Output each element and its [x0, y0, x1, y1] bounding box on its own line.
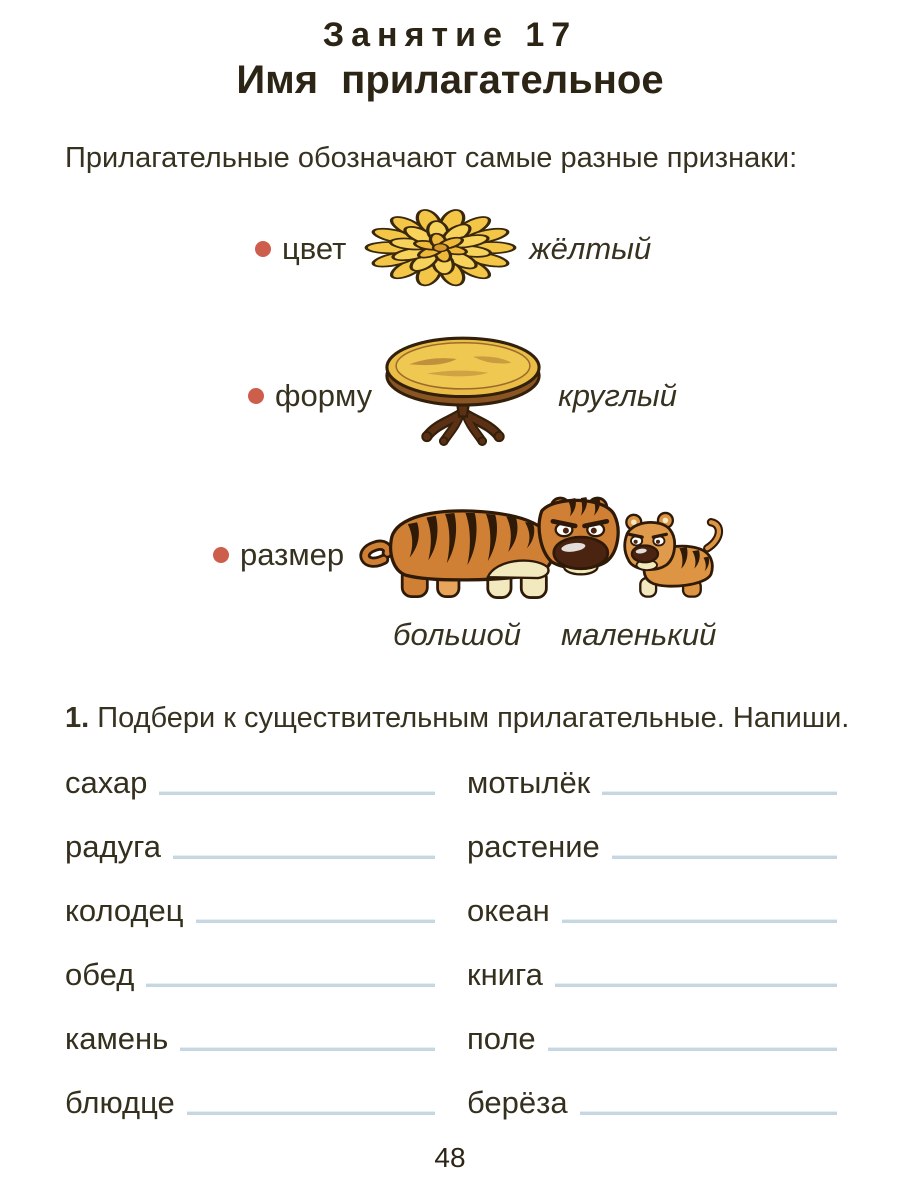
- feature-row-shape: [248, 332, 677, 460]
- answer-line[interactable]: [173, 856, 435, 859]
- answer-line[interactable]: [196, 920, 435, 923]
- word-label: колодец: [65, 893, 184, 929]
- answer-line[interactable]: [146, 984, 435, 987]
- answer-line[interactable]: [555, 984, 837, 987]
- feature-label-size: размер: [240, 536, 345, 572]
- word-label: обед: [65, 957, 135, 993]
- word-row: [65, 800, 435, 864]
- word-row: [467, 992, 837, 1056]
- answer-line[interactable]: [602, 792, 837, 795]
- word-label: сахар: [65, 765, 148, 801]
- word-row: [65, 928, 435, 992]
- round-table-illustration: [382, 332, 544, 460]
- word-label: растение: [467, 829, 600, 865]
- exercise-number: 1.: [65, 702, 90, 734]
- word-label: книга: [467, 957, 543, 993]
- word-row: [467, 800, 837, 864]
- answer-line[interactable]: [159, 792, 435, 795]
- word-label: блюдце: [65, 1085, 175, 1121]
- bullet-icon: [213, 547, 229, 563]
- word-row: [65, 992, 435, 1056]
- bullet-icon: [255, 241, 271, 257]
- feature-label-shape: форму: [275, 378, 373, 413]
- tigers-illustration: [352, 485, 724, 624]
- word-label: океан: [467, 893, 550, 929]
- answer-line[interactable]: [180, 1048, 435, 1051]
- bullet-icon: [248, 388, 264, 404]
- word-row: [65, 864, 435, 928]
- word-label: камень: [65, 1021, 169, 1057]
- exercise-heading: [65, 702, 860, 735]
- page-title: Имя прилагательное: [236, 58, 664, 102]
- answer-line[interactable]: [562, 920, 837, 923]
- word-label: берёза: [467, 1085, 568, 1121]
- feature-adjective-shape: круглый: [558, 378, 677, 413]
- word-row: [467, 1056, 837, 1120]
- word-label: мотылёк: [467, 765, 591, 801]
- word-label: радуга: [65, 829, 161, 865]
- feature-adjective-small: маленький: [561, 617, 717, 652]
- word-row: [467, 736, 837, 800]
- page-number: 48: [434, 1142, 466, 1173]
- feature-adjective-color: жёлтый: [529, 230, 652, 266]
- word-row: [65, 1056, 435, 1120]
- feature-label-color: цвет: [282, 230, 347, 266]
- answer-line[interactable]: [187, 1112, 435, 1115]
- size-caption: [393, 617, 716, 653]
- word-list: [65, 736, 837, 1120]
- exercise-text: Подбери к существительным прилагательные. Напиши.: [97, 702, 850, 734]
- answer-line[interactable]: [612, 856, 837, 859]
- word-row: [467, 864, 837, 928]
- word-row: [65, 736, 435, 800]
- lesson-number: Занятие 17: [322, 16, 578, 54]
- feature-adjective-big: большой: [393, 617, 521, 652]
- feature-row-color: [255, 200, 651, 297]
- feature-row-size: [213, 485, 724, 624]
- answer-line[interactable]: [548, 1048, 837, 1051]
- word-row: [467, 928, 837, 992]
- word-label: поле: [467, 1021, 536, 1057]
- answer-line[interactable]: [580, 1112, 837, 1115]
- flower-illustration: [358, 200, 523, 297]
- intro-text: Прилагательные обозначают самые разные признаки:: [65, 142, 798, 174]
